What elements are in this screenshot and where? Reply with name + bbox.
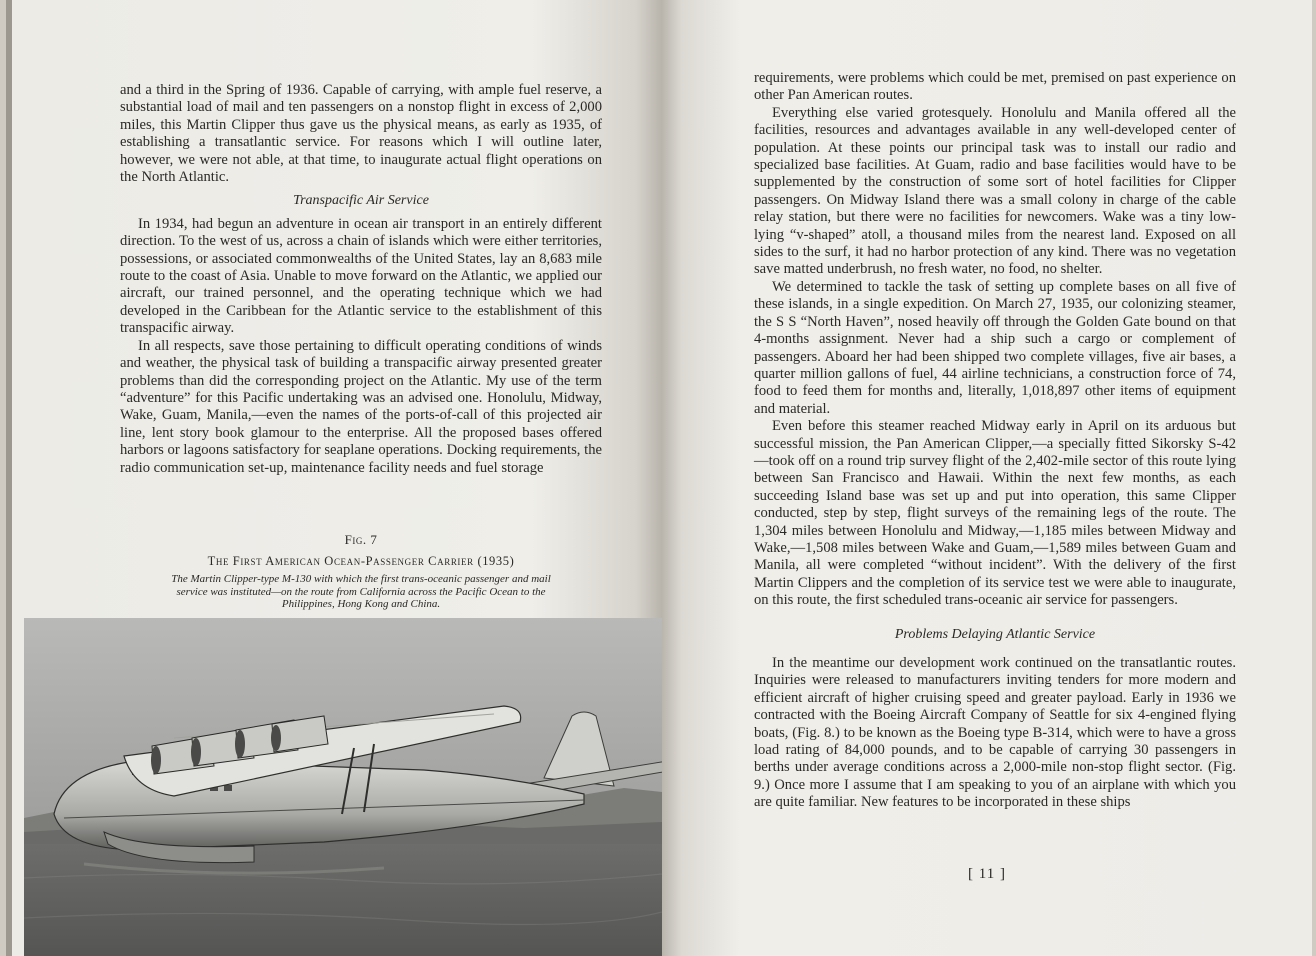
paragraph: requirements, were problems which could be met, premised on past experience on other Pan American routes. [754,70,1236,104]
paragraph: We determined to tackle the task of setting up complete bases on all five of these islands, in a single expedition. On March 27, 1935, our colonizing steamer, the S S “North Haven”, nosed heavily off through the Golden Gate bound on that 4-months assignment. Never had a ship such a cargo or complement of passengers. Aboard her had been shipped two complete villages, five air bases, a quarter million gallons of fuel, 44 airline technicians, a construction force of 74, food to feed them for months and, literally, 1,018,897 other items of equipment and material. [754,278,1236,417]
figure-caption: The Martin Clipper-type M-130 with which the first trans-oceanic passenger and mail service was instituted—on the route from California across the Pacific Ocean to the Philippines, Hong Kong and China. [171,573,551,610]
paragraph: In 1934, had begun an adventure in ocean air transport in an entirely different direction. To the west of us, across a chain of islands which were either territories, possessions, or associated commonwealths of the United States, lay an 8,683 mile route to the coast of Asia. Unable to move forward on the Atlantic, we applied our aircraft, our trained personnel, and the operating technique which we had developed in the Caribbean for the Atlantic service to the establishment of this transpacific airway. [120,215,602,337]
flying-boat-photo [24,618,662,956]
figure-label: Fig. 7 [344,532,378,547]
page-number: [ 11 ] [968,866,1006,882]
paragraph: Even before this steamer reached Midway early in April on its arduous but successful mission, the Pan American Clipper,—a specially fitted Sikorsky S-42—took off on a round trip survey flight of the 2,402-mile sector of this route lying between San Francisco and Hawaii. Within the next few months, as each succeeding Island base was set up and put into operation, this same Clipper conducted, step by step, flight surveys of the remaining legs of the route. The 1,304 miles between Honolulu and Midway,—1,185 miles between Midway and Wake,—1,508 miles between Wake and Guam,—1,589 miles between Guam and Manila, all were completed “without incident”. With the delivery of the first Martin Clippers and the completion of its service test we were able to inaugurate, on this route, the first scheduled trans-oceanic air service for passengers. [754,418,1236,609]
left-page-body [120,82,602,477]
right-page-body [754,70,1236,812]
paragraph: In all respects, save those pertaining to difficult operating conditions of winds and weather, the physical task of building a transpacific airway presented greater problems than did the corresponding project on the Atlantic. My use of the term “adventure” for this Pacific undertaking was an advised one. Honolulu, Midway, Wake, Guam, Manila,—even the names of the ports-of-call of this projected air line, lent story book glamour to the enterprise. All the proposed bases offered harbors or lagoons satisfactory for seaplane operations. Docking requirements, the radio communication set-up, maintenance facility needs and fuel storage [120,337,602,476]
paragraph: and a third in the Spring of 1936. Capable of carrying, with ample fuel reserve, a substantial load of mail and ten passengers on a nonstop flight in excess of 2,000 miles, this Martin Clipper thus gave us the physical means, as early as 1935, of establishing a transatlantic service. For reasons which I will outline later, however, we were not able, at that time, to inaugurate actual flight operations on the North Atlantic. [120,82,602,186]
figure-caption-block [120,532,602,611]
right-page [662,0,1312,956]
figure-title: The First American Ocean-Passenger Carrier (1935) [207,554,515,568]
paragraph: Everything else varied grotesquely. Honolulu and Manila offered all the facilities, resources and advantages available in any well-developed center of population. At these points our principal task was to install our radio and specialized base facilities. At Guam, radio and base facilities would have to be supplemented by the construction of some sort of hotel facilities for Clipper passengers. On Midway Island there was a small colony in charge of the cable relay station, but there were no facilities for newcomers. Wake was a tiny low-lying “v-shaped” atoll, a thousand miles from the nearest land. Exposed on all sides to the surf, it had no harbor protection of any kind. There was no vegetation save matted underbrush, no fresh water, no food, no shelter. [754,104,1236,278]
section-heading: Transpacific Air Service [293,193,429,209]
section-heading: Problems Delaying Atlantic Service [894,626,1096,642]
left-page [12,0,662,956]
flying-boat-illustration [24,618,662,956]
paragraph: In the meantime our development work continued on the transatlantic routes. Inquiries were released to manufacturers inviting tenders for more modern and efficient aircraft of higher cruising speed and greater payload. Early in 1936 we contracted with the Boeing Aircraft Company of Seattle for six 4-engined flying boats, (Fig. 8.) to be known as the Boeing type B-314, which were to have a gross load rating of 84,000 pounds, and to be capable of carrying 30 passengers in berths under average conditions across a 2,000-mile non-stop flight sector. (Fig. 9.) Once more I assume that I am speaking to you of an airplane with which you are quite familiar. New features to be incorporated in these ships [754,655,1236,811]
